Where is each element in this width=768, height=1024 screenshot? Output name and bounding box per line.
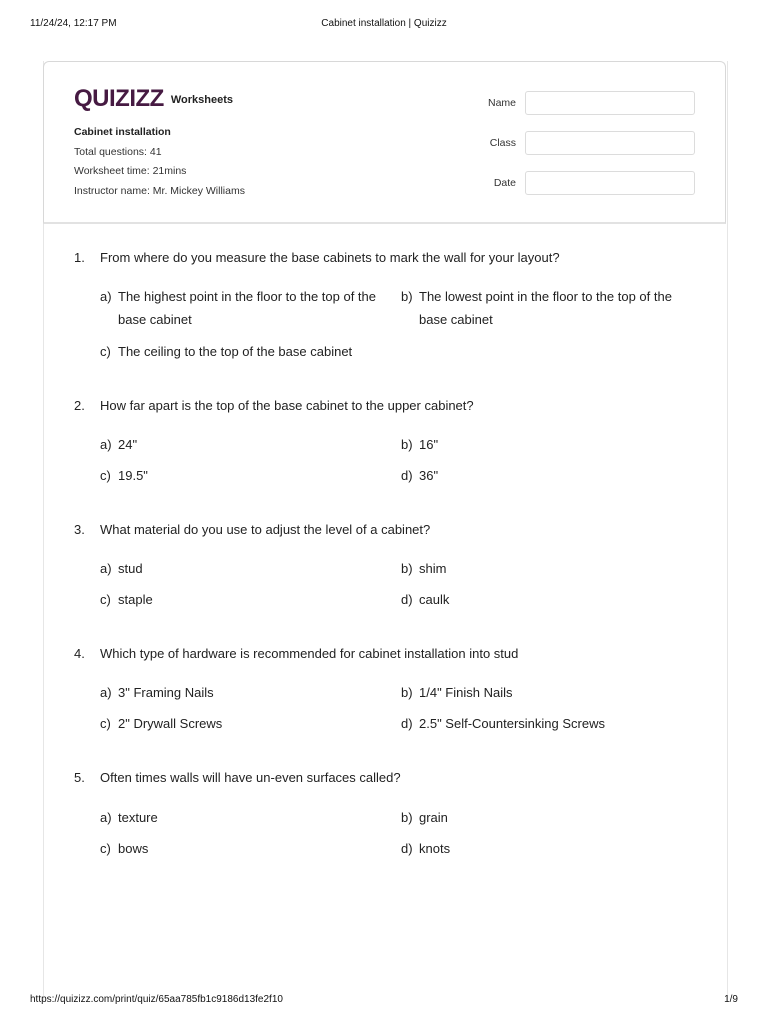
option-text: staple [118, 592, 153, 607]
option-letter: b) [401, 810, 413, 825]
question-number: 3. [74, 522, 85, 537]
logo-row [74, 84, 233, 114]
option-letter: a) [100, 561, 112, 576]
option-text: stud [118, 561, 143, 576]
option-letter: a) [100, 289, 112, 304]
option-letter: b) [401, 685, 413, 700]
print-page-title: Cabinet installation | Quizizz [321, 18, 447, 29]
option-text: bows [118, 841, 149, 856]
option-text: 19.5" [118, 468, 148, 483]
print-header [30, 18, 738, 34]
print-footer [30, 994, 738, 1010]
option-letter: b) [401, 437, 413, 452]
logo-subtitle: Worksheets [170, 94, 233, 106]
option-letter: b) [401, 289, 413, 304]
option-text: texture [118, 810, 158, 825]
option-letter: c) [100, 468, 111, 483]
option-letter: c) [100, 841, 111, 856]
total-questions: Total questions: 41 [74, 146, 162, 158]
option-text: 3" Framing Nails [118, 685, 214, 700]
option-text: shim [419, 561, 447, 576]
date-field[interactable] [525, 171, 695, 195]
worksheet-header [43, 61, 726, 224]
option-letter: d) [401, 468, 413, 483]
class-field[interactable] [525, 131, 695, 155]
option-letter: c) [100, 592, 111, 607]
question-text: From where do you measure the base cabinets to mark the wall for your layout? [100, 250, 560, 265]
option-letter: a) [100, 810, 112, 825]
question-text: Which type of hardware is recommended for cabinet installation into stud [100, 646, 519, 661]
option-text: The lowest point in the floor to the top of the base cabinet [419, 289, 672, 327]
option-text: knots [419, 841, 451, 856]
instructor-name: Instructor name: Mr. Mickey Williams [74, 185, 245, 197]
print-timestamp: 11/24/24, 12:17 PM [30, 18, 117, 29]
question-text: Often times walls will have un-even surfaces called? [100, 770, 401, 785]
option-letter: a) [100, 437, 112, 452]
option-letter: b) [401, 561, 413, 576]
option-letter: d) [401, 841, 413, 856]
option-text: caulk [419, 592, 450, 607]
worksheet-title: Cabinet installation [74, 126, 171, 138]
option-letter: d) [401, 716, 413, 731]
option-text: 2" Drywall Screws [118, 716, 223, 731]
option-text: 36" [419, 468, 439, 483]
option-text: The highest point in the floor to the top of the base cabinet [118, 289, 377, 327]
worksheet-time: Worksheet time: 21mins [74, 165, 187, 177]
question-number: 1. [74, 250, 85, 265]
page-number: 1/9 [724, 994, 738, 1005]
name-field[interactable] [525, 91, 695, 115]
option-text: 16" [419, 437, 439, 452]
name-label: Name [487, 97, 516, 109]
question-number: 5. [74, 770, 85, 785]
question-number: 4. [74, 646, 85, 661]
option-text: 24" [118, 437, 138, 452]
option-text: The ceiling to the top of the base cabinet [118, 344, 353, 359]
date-label: Date [493, 177, 516, 189]
question-text: How far apart is the top of the base cabinet to the upper cabinet? [100, 398, 474, 413]
quizizz-logo: QUIZIZZ [74, 85, 164, 112]
option-letter: d) [401, 592, 413, 607]
class-label: Class [489, 137, 516, 149]
option-text: grain [419, 810, 448, 825]
option-text: 1/4" Finish Nails [419, 685, 513, 700]
option-letter: c) [100, 344, 111, 359]
page-url[interactable]: https://quizizz.com/print/quiz/65aa785fb1c9186d13fe2f10 [30, 994, 283, 1005]
option-letter: c) [100, 716, 111, 731]
question-text: What material do you use to adjust the level of a cabinet? [100, 522, 431, 537]
option-text: 2.5" Self-Countersinking Screws [419, 716, 605, 731]
option-letter: a) [100, 685, 112, 700]
question-number: 2. [74, 398, 85, 413]
